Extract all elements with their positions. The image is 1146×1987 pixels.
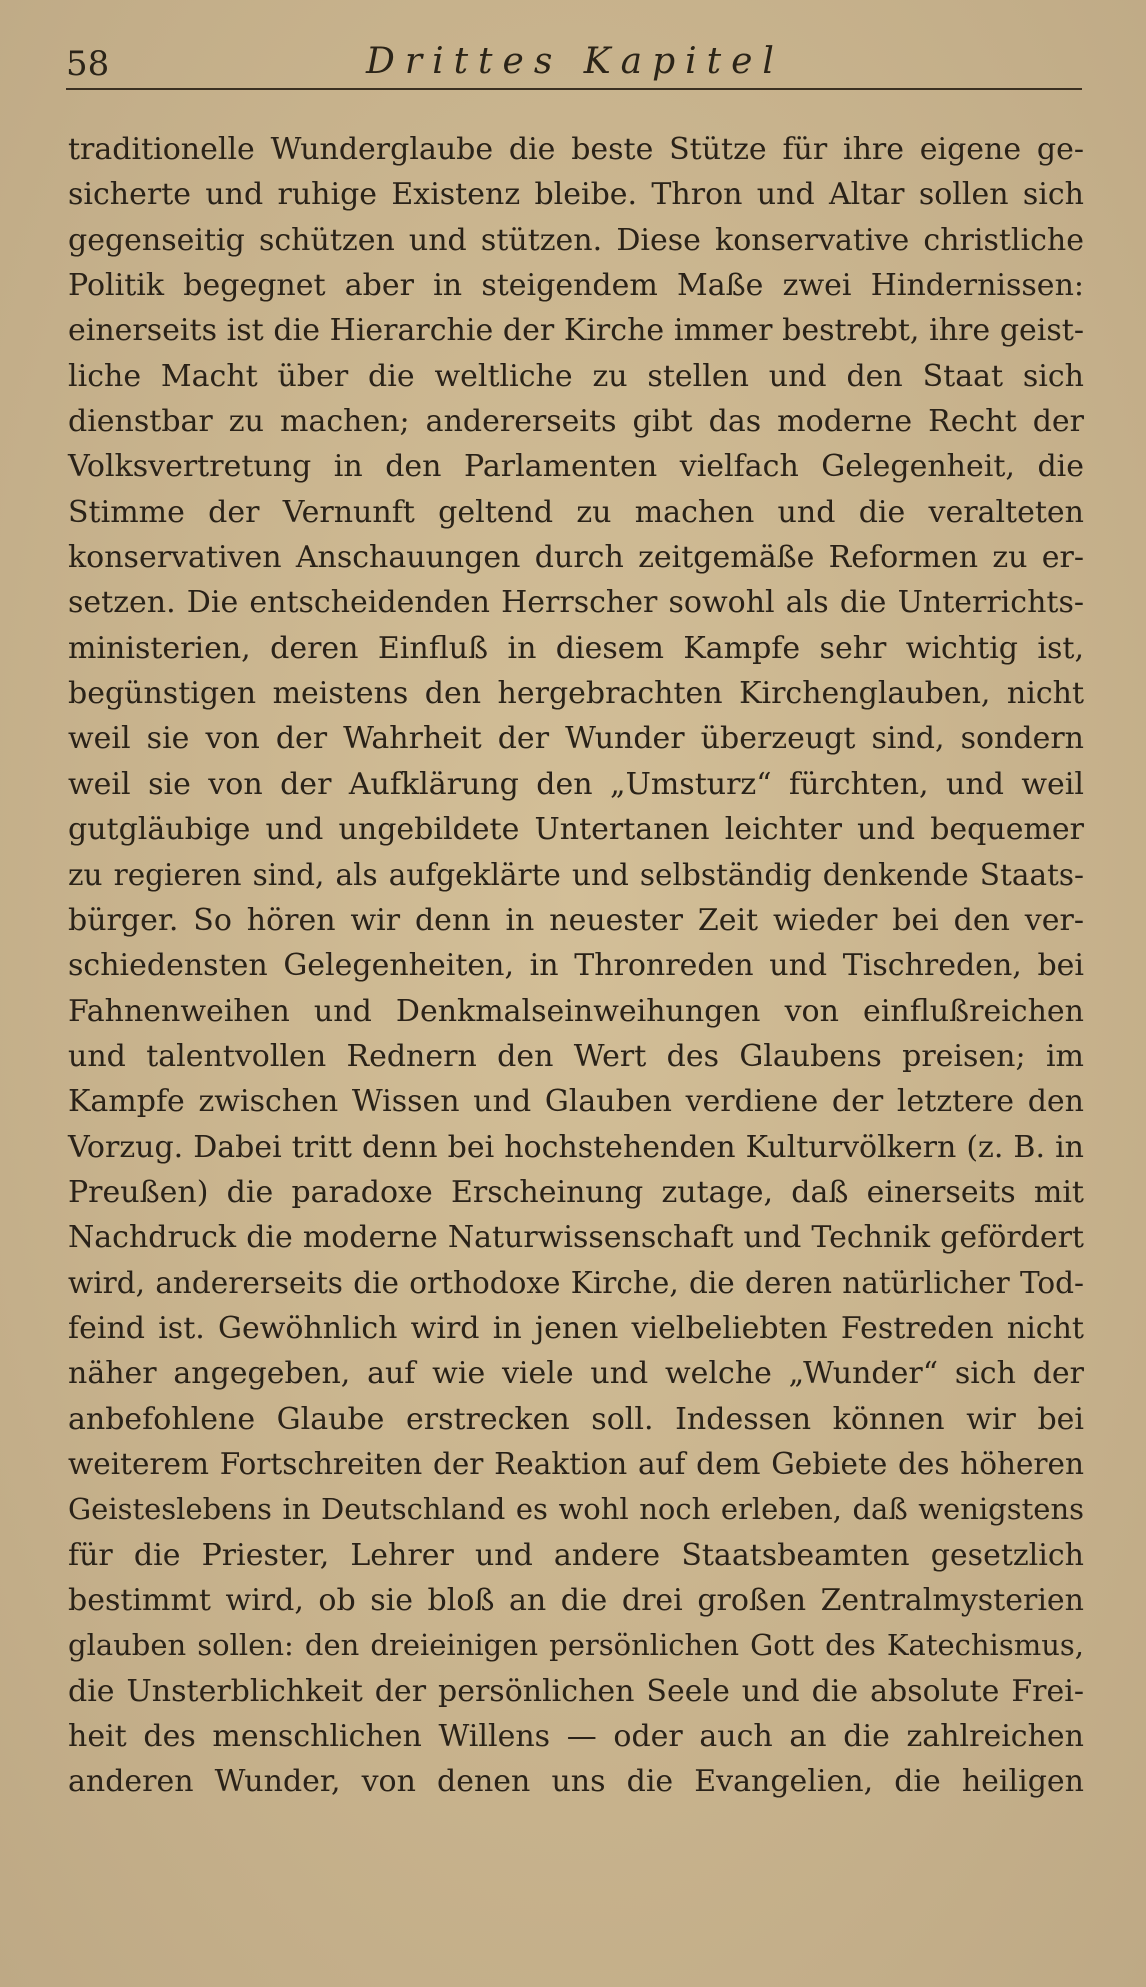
text-line: sicherte und ruhige Existenz bleibe. Thron und Altar sollen sich bbox=[68, 177, 1084, 213]
text-line: einerseits ist die Hierarchie der Kirche immer bestrebt, ihre geist- bbox=[68, 313, 1084, 349]
page-number: 58 bbox=[66, 44, 110, 84]
text-line: gegenseitig schützen und stützen. Diese konservative christliche bbox=[68, 222, 1084, 258]
text-line: Geisteslebens in Deutschland es wohl noch erleben, daß wenigstens bbox=[68, 1492, 1084, 1527]
text-line: setzen. Die entscheidenden Herrscher sowohl als die Unterrichts- bbox=[68, 585, 1084, 621]
text-line: Preußen) die paradoxe Erscheinung zutage, daß einerseits mit bbox=[68, 1174, 1084, 1210]
text-line: gutgläubige und ungebildete Untertanen leichter und bequemer bbox=[68, 812, 1084, 848]
text-line: liche Macht über die weltliche zu stellen und den Staat sich bbox=[68, 358, 1084, 394]
text-line: weil sie von der Aufklärung den „Umsturz“ fürchten, und weil bbox=[68, 766, 1084, 802]
text-line: bürger. So hören wir denn in neuester Zeit wieder bei den ver- bbox=[68, 902, 1084, 938]
text-line: Nachdruck die moderne Naturwissenschaft und Technik gefördert bbox=[68, 1220, 1084, 1256]
text-line: glauben sollen: den dreieinigen persönlichen Gott des Katechismus, bbox=[68, 1628, 1084, 1663]
text-line: bestimmt wird, ob sie bloß an die drei großen Zentralmysterien bbox=[68, 1583, 1084, 1618]
text-line: konservativen Anschauungen durch zeitgemäße Reformen zu er- bbox=[68, 540, 1084, 576]
text-line: dienstbar zu machen; andererseits gibt das moderne Recht der bbox=[68, 404, 1084, 440]
text-line: anderen Wunder, von denen uns die Evangelien, die heiligen bbox=[68, 1764, 1084, 1800]
text-line: Volksvertretung in den Parlamenten vielfach Gelegenheit, die bbox=[68, 449, 1084, 485]
text-line: Stimme der Vernunft geltend zu machen und die veralteten bbox=[68, 494, 1084, 530]
text-line: wird, andererseits die orthodoxe Kirche, die deren natürlicher Tod- bbox=[68, 1265, 1084, 1300]
text-line: Vorzug. Dabei tritt denn bei hochstehenden Kulturvölkern (z. B. in bbox=[68, 1129, 1084, 1165]
text-line: heit des menschlichen Willens — oder auch an die zahlreichen bbox=[68, 1719, 1084, 1755]
text-line: Politik begegnet aber in steigendem Maße zwei Hindernissen: bbox=[68, 268, 1084, 304]
text-line: feind ist. Gewöhnlich wird in jenen vielbeliebten Festreden nicht bbox=[68, 1310, 1084, 1346]
text-line: für die Priester, Lehrer und andere Staatsbeamten gesetzlich bbox=[68, 1537, 1084, 1573]
text-line: zu regieren sind, als aufgeklärte und selbständig denkende Staats- bbox=[68, 857, 1084, 892]
text-line: näher angegeben, auf wie viele und welche „Wunder“ sich der bbox=[68, 1356, 1084, 1392]
text-line: weil sie von der Wahrheit der Wunder überzeugt sind, sondern bbox=[68, 721, 1084, 757]
text-line: und talentvollen Rednern den Wert des Glaubens preisen; im bbox=[68, 1038, 1084, 1074]
text-line: Fahnenweihen und Denkmalseinweihungen von einflußreichen bbox=[68, 993, 1084, 1029]
text-line: schiedensten Gelegenheiten, in Thronreden und Tischreden, bei bbox=[68, 948, 1084, 984]
body-text bbox=[68, 127, 1084, 1805]
page-header bbox=[66, 40, 1082, 90]
running-head: Drittes Kapitel bbox=[366, 41, 784, 82]
text-line: traditionelle Wunderglaube die beste Stütze für ihre eigene ge- bbox=[68, 132, 1084, 167]
header-rule bbox=[66, 88, 1082, 90]
text-line: Kampfe zwischen Wissen und Glauben verdiene der letztere den bbox=[68, 1084, 1084, 1120]
text-line: weiterem Fortschreiten der Reaktion auf dem Gebiete des höheren bbox=[68, 1446, 1084, 1481]
text-line: die Unsterblichkeit der persönlichen Seele und die absolute Frei- bbox=[68, 1673, 1084, 1709]
text-line: ministerien, deren Einfluß in diesem Kampfe sehr wichtig ist, bbox=[68, 630, 1084, 666]
text-line: begünstigen meistens den hergebrachten Kirchenglauben, nicht bbox=[68, 676, 1084, 712]
text-line: anbefohlene Glaube erstrecken soll. Indessen können wir bei bbox=[68, 1401, 1084, 1437]
